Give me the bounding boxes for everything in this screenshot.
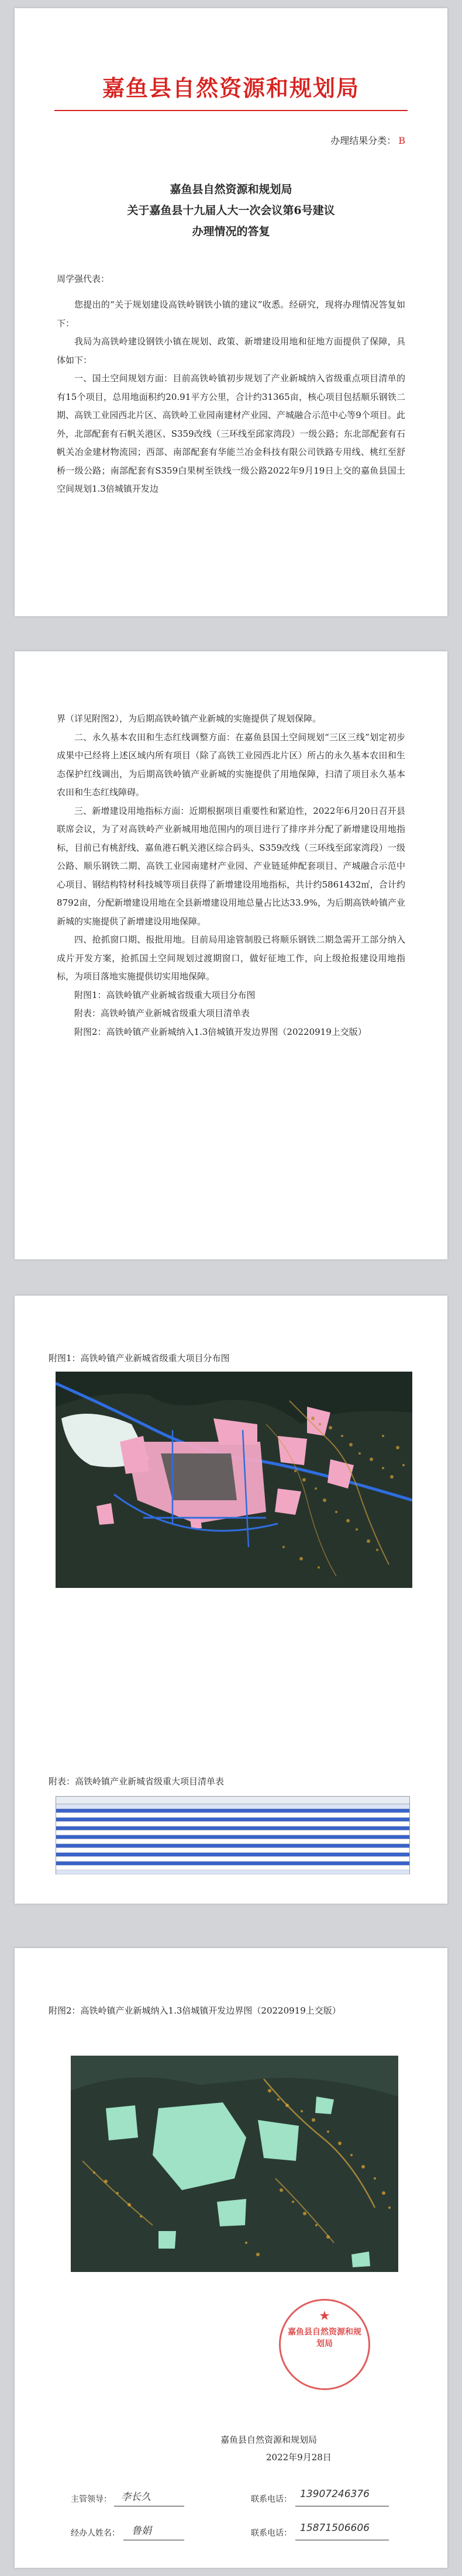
page-2 [15,651,447,1259]
doc-title-line-3: 办理情况的答复 [192,225,270,238]
table-row [56,1822,409,1826]
page-1-body [57,296,405,499]
doc-title-line-1: 嘉鱼县自然资源和规划局 [170,183,292,196]
red-rule-divider [54,110,408,111]
paragraph: 界（详见附图2），为后期高铁岭镇产业新城的实施提供了规划保障。 [57,713,322,724]
page-1 [15,8,447,616]
result-type-value: B [398,135,405,146]
table-row [56,1857,409,1862]
official-seal [279,2299,370,2390]
table-row [56,1848,409,1853]
result-type [330,133,405,147]
figure-2-caption: 附图2：高铁岭镇产业新城纳入1.3倍城镇开发边界图（20220919上交版） [49,2005,341,2016]
paragraph: 三、新增建设用地指标方面：近期根据项目重要性和紧迫性，2022年6月20日召开县联席会议，为了对高铁岭产业新城用地范围内的项目进行了排序并分配了新增建设用地指标，目前已有桃舒线、嘉鱼港石帆关港区综合码头、S359改线（三环线至邱家湾段）一级公路、顺乐钢铁二期、高铁工业园南建材产业园、产业链延伸配套项目、产城融合示范中心项目、钢结构特材科技城等项目获得了新增建设用地指标，共计约5861432㎡，合计约8792亩，分配新增建设用地在全县新增建设用地总量占比达33.9%，为后期高铁岭镇产业新城的实施提供了新增建设用地保障。 [57,805,405,927]
salutation: 周学强代表： [57,274,110,284]
table-row [56,1804,409,1809]
result-type-label: 办理结果分类： [330,135,397,146]
attachment-item: 附图1：高铁岭镇产业新城省级重大项目分布图 [74,989,256,1000]
table-row [56,1831,409,1835]
table-row [56,1818,409,1822]
leader-phone-label: 联系电话： [251,2495,292,2504]
page-2-body [57,710,405,1041]
leader-signature: 李长久 [121,2491,151,2503]
table-row [56,1870,409,1875]
table-row [56,1839,409,1844]
org-title: 嘉鱼县自然资源和规划局 [102,75,360,101]
map-figure-2 [71,2056,398,2272]
table-row [56,1809,409,1814]
page-3 [15,1296,447,1904]
table-row [56,1844,409,1849]
page-4 [15,1948,447,2568]
doc-title [15,179,447,242]
attachment-item: 附表：高铁岭镇产业新城省级重大项目清单表 [74,1008,250,1018]
table-row [56,1866,409,1870]
figure-1-caption: 附图1：高铁岭镇产业新城省级重大项目分布图 [49,1353,230,1363]
handler-label: 经办人姓名： [71,2529,120,2538]
paragraph: 一、国土空间规划方面：目前高铁岭镇初步规划了产业新城纳入省级重点项目清单的有15个项目，总用地面积约20.91平方公里，合计约31365亩，核心项目包括顺乐钢铁二期、高铁工业园西北片区、高铁岭工业园南建材产业园、产城融合示范中心等9个项目。此外，北部配套有石帆关港区、S359改线（三环线至邱家湾段）一级公路；东北部配套有石帆关冶金建材物流园；西部、南部配套有华能兰冶金科技有限公司铁路专用线、桃红至舒桥一级公路；南部配套有S359白果树至铁线一级公路2022年9月19日上交的嘉鱼县国土空间规划1.3倍城镇开发边 [57,373,405,494]
paragraph: 四、抢抓窗口期、报批用地。目前局用途管制股已将顺乐钢铁二期急需开工部分纳入成片开发方案，抢抓国土空间规划过渡期窗口，做好征地工作，向上级抢报建设用地指标，为项目落地实施提供切实用地保障。 [57,934,405,982]
seal-text: 嘉鱼县自然资源和规划局 [288,2328,361,2349]
table-row [56,1853,409,1857]
table-row [56,1826,409,1831]
doc-title-line-2: 关于嘉鱼县十九届人大一次会议第6号建议 [127,204,335,217]
signing-date: 2022年9月28日 [266,2452,332,2463]
handler-phone-label: 联系电话： [251,2529,292,2538]
leader-phone: 13907246376 [300,2488,370,2500]
attachment-item: 附图2：高铁岭镇产业新城纳入1.3倍城镇开发边界图（20220919上交版） [74,1026,367,1037]
paragraph: 您提出的“关于规划建设高铁岭钢铁小镇的建议”收悉。经研究，现将办理情况答复如下： [57,299,405,329]
handler-phone: 15871506606 [300,2522,370,2534]
table-row [56,1835,409,1840]
project-list-table-image [56,1796,410,1874]
map-figure-2-graphic [71,2056,398,2272]
table-caption: 附表：高铁岭镇产业新城省级重大项目清单表 [49,1776,225,1787]
map-figure-1-graphic [56,1372,412,1588]
map-figure-1 [56,1372,412,1588]
table-title-bar [56,1797,409,1804]
paragraph: 我局为高铁岭建设钢铁小镇在规划、政策、新增建设用地和征地方面提供了保障，具体如下： [57,336,405,365]
leader-label: 主管领导： [71,2495,112,2504]
seal-star-icon: ★ [319,2309,330,2323]
table-row [56,1813,409,1818]
handler-signature: 鲁娟 [132,2525,151,2537]
paragraph: 二、永久基本农田和生态红线调整方面：在嘉鱼县国土空间规划“三区三线”划定初步成果中已经将上述区域内所有项目（除了高铁工业园西北片区）所占的永久基本农田和生态保护红线调出，为后期高铁岭镇产业新城的实施提供了用地保障，扫清了项目永久基本农田和生态红线障碍。 [57,731,405,797]
signing-unit: 嘉鱼县自然资源和规划局 [220,2435,318,2445]
table-row [56,1862,409,1866]
